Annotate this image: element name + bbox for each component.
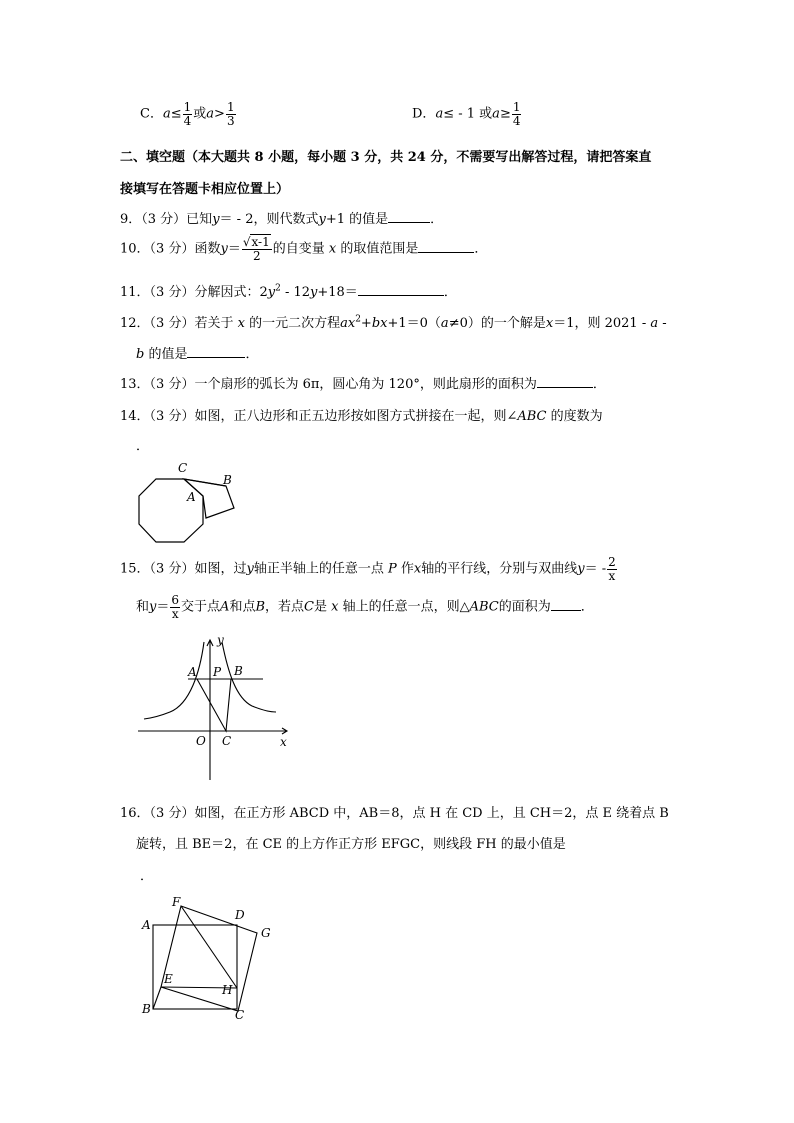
question-16-dot: ． [140, 869, 154, 884]
answer-blank[interactable] [187, 344, 245, 358]
option-d: D．a≤ - 1 或a≥ $\frac{1}{4}$ [412, 100, 521, 128]
question-15-cont: 和y＝ $\frac{6}{x}$ 交于点A和点B，若点C是 x 轴上的任意一点，则△ABC的面积为 ． [136, 593, 594, 621]
svg-text:H: H [222, 983, 233, 997]
answer-blank[interactable] [388, 209, 430, 223]
fraction: $\frac{1}{4}$ [512, 100, 521, 128]
answer-blank[interactable] [537, 374, 593, 388]
question-11: 11．（3 分）分解因式：$2y^2 - 12y+18=$ ． [120, 283, 457, 300]
question-12: 12．（3 分）若关于 x 的一元二次方程$ax^2+bx+1=0(a\ne 0)$的一个解是x＝1，则 2021 - a - [120, 314, 667, 331]
octagon [139, 479, 203, 542]
left-hyperbola [144, 642, 204, 719]
question-12-cont: b 的值是 ． [136, 343, 259, 362]
right-hyperbola [222, 642, 276, 712]
fraction: $\frac{2}{x}$ [608, 555, 616, 583]
question-14-dot: ． [136, 439, 150, 454]
answer-blank[interactable] [358, 282, 444, 296]
svg-text:B: B [234, 664, 243, 678]
question-10: 10．（3 分）函数y＝ $\frac{√x-1}{2}$ 的自变量 x 的取值范围是 ． [120, 235, 488, 263]
svg-text:C: C [222, 734, 232, 748]
section-heading-cont: 接填写在答题卡相应位置上） [120, 182, 290, 197]
svg-text:y: y [217, 633, 224, 647]
question-16-cont: 旋转，且 BE＝2，在 CE 的上方作正方形 EFGC，则线段 FH 的最小值是 [136, 837, 566, 852]
svg-text:B: B [142, 1002, 151, 1016]
question-13: 13．（3 分）一个扇形的弧长为 6π，圆心角为 120°，则此扇形的面积为 ． [120, 373, 606, 392]
figure-squares [136, 895, 286, 1027]
answer-blank[interactable] [551, 597, 581, 611]
svg-text:C: C [235, 1008, 245, 1022]
question-15: 15．（3 分）如图，过y轴正半轴上的任意一点 P 作x轴的平行线，分别与双曲线y＝ - $\frac{2}{x}$ [120, 555, 616, 583]
answer-blank[interactable] [418, 239, 474, 253]
svg-text:A: A [142, 918, 151, 932]
triangle [197, 679, 231, 731]
option-c: C．a≤ $\frac{1}{4}$ 或a> $\frac{1}{3}$ [140, 100, 235, 128]
svg-text:P: P [213, 665, 222, 679]
svg-text:O: O [196, 734, 206, 748]
fraction: $\frac{1}{4}$ [183, 100, 192, 128]
svg-text:x: x [280, 735, 287, 749]
svg-text:G: G [261, 926, 271, 940]
svg-text:D: D [235, 908, 245, 922]
section-heading: 二、填空题（本大题共 8 小题，每小题 3 分，共 24 分，不需要写出解答过程，请把答案直 [120, 150, 652, 165]
label-c: C [178, 461, 188, 475]
fraction: $\frac{6}{x}$ [171, 593, 180, 621]
label-a: A [187, 490, 196, 504]
svg-text:E: E [164, 972, 173, 986]
svg-text:F: F [172, 895, 181, 909]
label-b: B [223, 473, 232, 487]
fraction: $\frac{1}{3}$ [226, 100, 235, 128]
question-14: 14．（3 分）如图，正八边形和正五边形按如图方式拼接在一起，则∠ABC 的度数为 [120, 409, 603, 424]
figure-octagon-pentagon [130, 458, 250, 550]
figure-hyperbola [130, 632, 300, 784]
question-9: 9．（3 分）已知y＝ - 2，则代数式y+1 的值是 ． [120, 208, 443, 227]
fraction: $\frac{√x-1}{2}$ [242, 235, 270, 263]
svg-text:A: A [188, 665, 197, 679]
question-16: 16．（3 分）如图，在正方形 ABCD 中，AB＝8，点 H 在 CD 上，且 CH＝2，点 E 绕着点 B [120, 806, 669, 821]
